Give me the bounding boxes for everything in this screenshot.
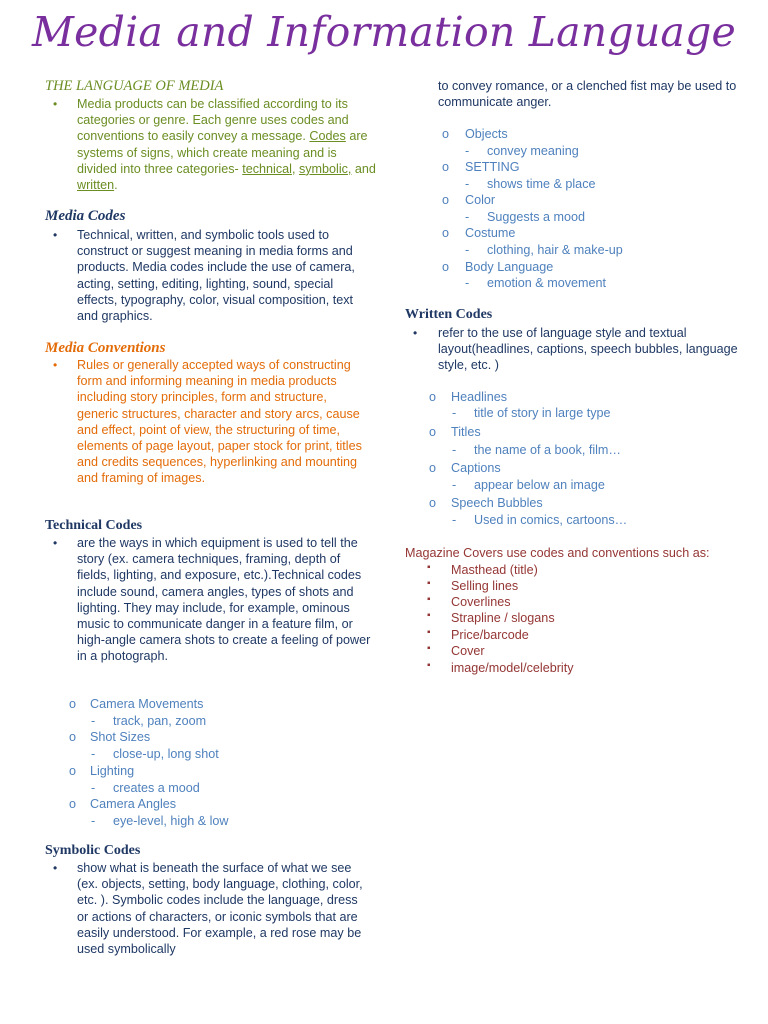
written-item-titles: Titles (451, 425, 481, 439)
bullet: • (53, 97, 58, 111)
technical-item-camera-angles: Camera Angles (90, 797, 177, 811)
dash-bullet: - (91, 714, 96, 728)
bullet: • (53, 536, 58, 550)
symbolic-item-body-language: Body Language (465, 260, 554, 274)
dash-bullet: - (452, 513, 457, 527)
circle-bullet: o (442, 160, 450, 174)
magazine-item-price-barcode: Price/barcode (451, 628, 529, 642)
technical-item-shot-sizes: Shot Sizes (90, 730, 151, 744)
dash-bullet: - (91, 747, 96, 761)
lang-text-mid: are systems of signs, which create meaning and is divided into three categories- (77, 129, 368, 176)
technical-detail-camera-angles: eye-level, high & low (113, 814, 229, 828)
lang-period: . (114, 178, 118, 193)
magazine-item-strapline: Strapline / slogans (451, 611, 555, 625)
dash-bullet: - (465, 243, 470, 257)
technical-detail-camera-movements: track, pan, zoom (113, 714, 207, 728)
symbolic-detail-body-language: emotion & movement (487, 276, 606, 290)
dash-bullet: - (452, 443, 457, 457)
written-detail-captions: appear below an image (474, 478, 605, 492)
page-title: Media and Information Language (32, 8, 736, 56)
bullet: • (53, 358, 58, 372)
lang-text-pre: Media products can be classified according to its categories or genre. Each genre uses codes and conventions to easily convey a message. (77, 97, 349, 144)
magazine-item-image-model-celebrity: image/model/celebrity (451, 661, 574, 675)
square-bullet: ▪ (427, 643, 431, 654)
written-link: written (77, 178, 115, 193)
symbolic-codes-heading: Symbolic Codes (45, 843, 141, 858)
media-conventions-heading: Media Conventions (45, 340, 166, 356)
symbolic-detail-color: Suggests a mood (487, 210, 586, 224)
media-conventions-text: Rules or generally accepted ways of constructing form and informing meaning in media products including story principles, form and structure, generic structures, character and story arcs, cause and effect, point of view, the structuring of time, elements of page layout, paper stock for print, titles and credits sequences, hyperlinking and mounting and framing of images. (77, 358, 362, 486)
written-detail-titles: the name of a book, film… (474, 443, 621, 457)
circle-bullet: o (69, 797, 77, 811)
circle-bullet: o (429, 425, 437, 439)
dash-bullet: - (452, 478, 457, 492)
symbolic-link: symbolic, (298, 161, 352, 176)
dash-bullet: - (91, 814, 96, 828)
written-item-speech-bubbles: Speech Bubbles (451, 496, 543, 510)
square-bullet: ▪ (427, 627, 431, 638)
language-of-media-heading: THE LANGUAGE OF MEDIA (45, 78, 224, 94)
media-codes-heading: Media Codes (45, 208, 126, 224)
technical-codes-heading: Technical Codes (45, 518, 143, 533)
circle-bullet: o (442, 226, 450, 240)
technical-codes-text: are the ways in which equipment is used to tell the story (ex. camera techniques, framing, depth of fields, lighting, and exposure, etc.).Technical codes include sound, camera angles, types of shots and lighting. They may include, for example, ominous music to communicate danger in a feature film, or high-angle camera shots to create a feeling of power in a photograph. (77, 536, 371, 664)
circle-bullet: o (442, 260, 450, 274)
written-codes-heading: Written Codes (405, 307, 493, 322)
circle-bullet: o (429, 390, 437, 404)
circle-bullet: o (69, 764, 77, 778)
square-bullet: ▪ (427, 610, 431, 621)
technical-detail-shot-sizes: close-up, long shot (113, 747, 219, 761)
square-bullet: ▪ (427, 562, 431, 573)
magazine-item-selling-lines: Selling lines (451, 579, 519, 593)
bullet: • (53, 861, 58, 875)
dash-bullet: - (465, 144, 470, 158)
technical-detail-lighting: creates a mood (113, 781, 200, 795)
magazine-item-cover: Cover (451, 644, 485, 658)
circle-bullet: o (442, 193, 450, 207)
magazine-item-coverlines: Coverlines (451, 595, 511, 609)
symbolic-detail-setting: shows time & place (487, 177, 596, 191)
symbolic-item-color: Color (465, 193, 496, 207)
circle-bullet: o (69, 697, 77, 711)
bullet: • (413, 326, 418, 340)
circle-bullet: o (429, 496, 437, 510)
codes-link: Codes (309, 129, 346, 144)
circle-bullet: o (442, 127, 450, 141)
square-bullet: ▪ (427, 578, 431, 589)
written-item-headlines: Headlines (451, 390, 508, 404)
circle-bullet: o (69, 730, 77, 744)
dash-bullet: - (452, 406, 457, 420)
bullet: • (53, 228, 58, 242)
dash-bullet: - (465, 210, 470, 224)
technical-link: technical (242, 161, 292, 176)
written-detail-headlines: title of story in large type (474, 406, 611, 420)
technical-item-camera-movements: Camera Movements (90, 697, 204, 711)
symbolic-detail-objects: convey meaning (487, 144, 579, 158)
technical-item-lighting: Lighting (90, 764, 135, 778)
square-bullet: ▪ (427, 660, 431, 671)
circle-bullet: o (429, 461, 437, 475)
dash-bullet: - (465, 276, 470, 290)
lang-and: and (351, 161, 376, 176)
magazine-covers-heading: Magazine Covers use codes and conventions such as: (405, 546, 710, 560)
lang-comma: , (291, 161, 299, 176)
written-detail-speech-bubbles: Used in comics, cartoons… (474, 513, 628, 527)
symbolic-item-costume: Costume (465, 226, 516, 240)
written-item-captions: Captions (451, 461, 501, 475)
symbolic-detail-costume: clothing, hair & make-up (487, 243, 623, 257)
symbolic-codes-text: show what is beneath the surface of what we see (ex. objects, setting, body language, clothing, color, etc. ). Symbolic codes include the language, dress or actions of characters, or iconic symbols that are easily understood. For example, a red rose may be used symbolically (77, 861, 363, 957)
symbolic-codes-continued: to convey romance, or a clenched fist may be used to communicate anger. (438, 79, 737, 110)
dash-bullet: - (91, 781, 96, 795)
dash-bullet: - (465, 177, 470, 191)
media-codes-text: Technical, written, and symbolic tools used to construct or suggest meaning in media forms and products. Media codes include the use of camera, acting, setting, editing, lighting, sound, special effects, typography, color, visual composition, text and graphics. (77, 228, 355, 324)
symbolic-item-setting: SETTING (465, 160, 520, 174)
language-of-media-text (77, 96, 377, 193)
symbolic-item-objects: Objects (465, 127, 508, 141)
square-bullet: ▪ (427, 594, 431, 605)
written-codes-text: refer to the use of language style and textual layout(headlines, captions, speech bubbles, language style, etc. ) (438, 326, 738, 373)
magazine-item-masthead: Masthead (title) (451, 563, 538, 577)
